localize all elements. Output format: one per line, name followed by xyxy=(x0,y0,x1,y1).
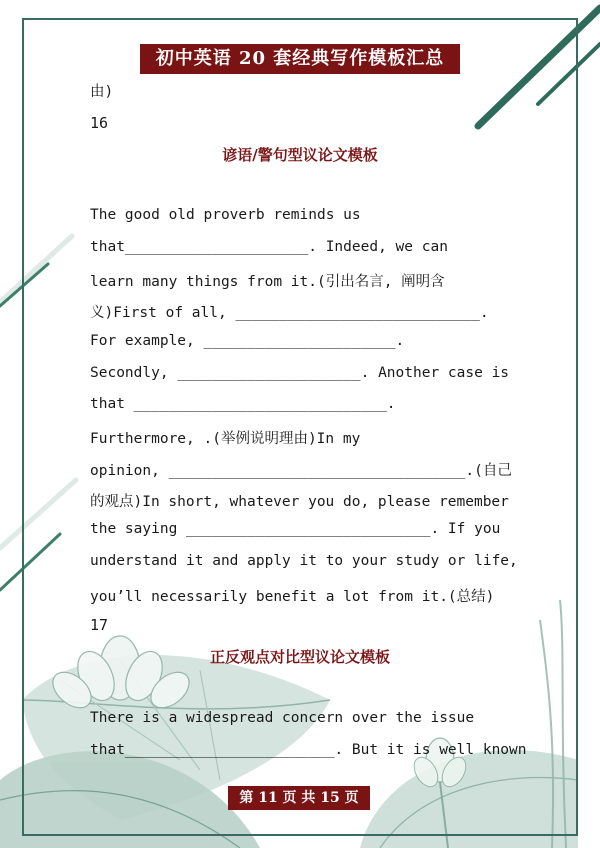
template-line: opinion, __________________________________.(自己 xyxy=(90,463,512,479)
template-line: 义)First of all, ____________________________. xyxy=(90,305,489,321)
template-line: Secondly, _____________________. Another case is xyxy=(90,365,510,381)
template-line: learn many things from it.(引出名言, 阐明含 xyxy=(90,274,445,290)
section-heading-16: 谚语/警句型议论文模板 xyxy=(222,146,378,164)
template-line: that_____________________. Indeed, we can xyxy=(90,239,448,255)
template-line: you’ll necessarily benefit a lot from it.(总结) xyxy=(90,589,495,605)
template-line: There is a widespread concern over the issue xyxy=(90,710,475,726)
template-line: the saying ____________________________. If you xyxy=(90,521,501,537)
continued-text: 由) xyxy=(90,84,114,100)
template-line: 的观点)In short, whatever you do, please remember xyxy=(90,494,509,510)
section-heading-17: 正反观点对比型议论文模板 xyxy=(209,648,390,666)
template-line: Furthermore, .(举例说明理由)In my xyxy=(90,431,361,447)
template-line: For example, ______________________. xyxy=(90,333,405,349)
template-line: that _____________________________. xyxy=(90,396,396,412)
page-number-footer: 第 11 页 共 15 页 xyxy=(228,786,370,810)
document-title: 初中英语 20 套经典写作模板汇总 xyxy=(140,44,460,74)
template-line: understand it and apply it to your study or life, xyxy=(90,553,518,569)
section-number-16: 16 xyxy=(90,114,109,132)
template-line: The good old proverb reminds us xyxy=(90,207,361,223)
template-line: that________________________. But it is well known xyxy=(90,742,527,758)
section-number-17: 17 xyxy=(90,616,109,634)
